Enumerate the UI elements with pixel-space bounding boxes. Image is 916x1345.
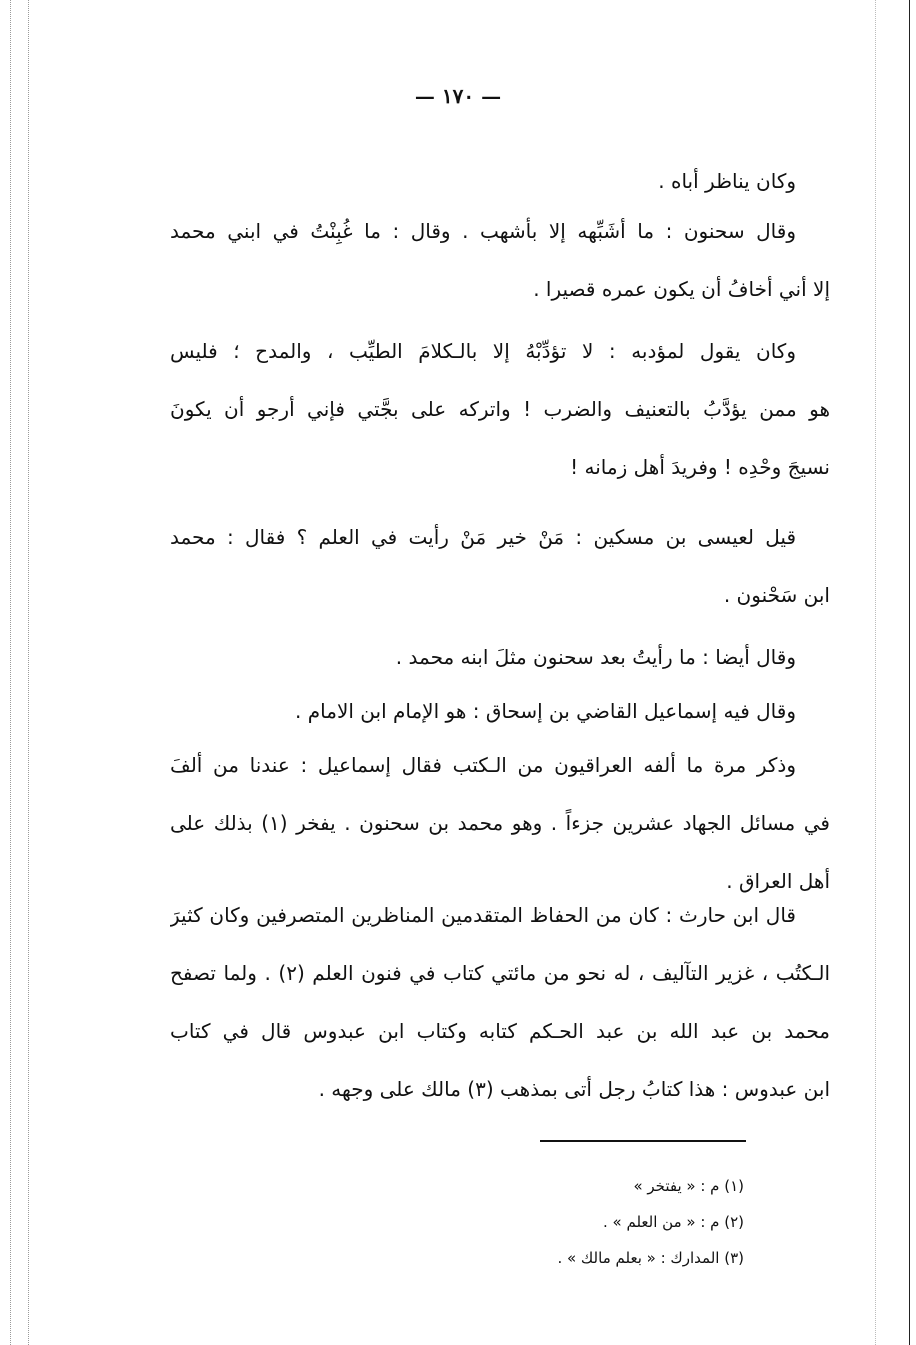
page-edge-line [909,0,910,1345]
text-line: أهل العراق . [726,869,830,893]
text-line: ابن عبدوس : هذا كتابُ رجل أتى بمذهب (٣) مالك على وجهه . [318,1077,830,1101]
text-line: نسيجَ وحْدِه ! وفريدَ أهل زمانه ! [570,455,830,479]
text-line: وذكر مرة ما ألفه العراقيون من الـكتب فقال إسماعيل : عندنا من ألفَ [170,753,796,777]
text-line: وقال سحنون : ما أشَبِّهه إلا بأشهب . وقال : ما غُبِنْتُ في ابني محمد [170,219,796,243]
footnotes [324,1168,744,1276]
text-line: في مسائل الجهاد عشرين جزءاً . وهو محمد بن سحنون . يفخر (١) بذلك على [170,811,830,835]
text-line: هو ممن يؤدَّبُ بالتعنيف والضرب ! واتركه على بجَّتي فإني أرجو أن يكونَ [170,397,830,421]
paragraph-4 [170,508,830,624]
text-line: قال ابن حارث : كان من الحفاظ المتقدمين المناظرين المتصرفين وكان كثيرَ [170,903,796,927]
text-line: ابن سَحْنون . [723,583,830,607]
text-line: إلا أني أخافُ أن يكون عمره قصيرا . [533,277,830,301]
scan-margin-dots-left [10,0,11,1345]
scan-margin-dots-right [875,0,876,1345]
paragraph-5 [170,628,830,686]
paragraph-8 [170,886,830,1118]
paragraph-3 [170,322,830,496]
footnote-divider [540,1140,746,1142]
text-line: الـكتُب ، غزير التآليف ، له نحو من مائتي كتاب في فنون العلم (٢) . ولما تصفح [170,961,830,985]
footnote-1: (١) م : « يفتخر » [633,1177,744,1195]
text-line: وقال فيه إسماعيل القاضي بن إسحاق : هو الإمام ابن الامام . [295,699,796,723]
page-number: — ١٧٠ — [414,84,502,108]
paragraph-7 [170,736,830,910]
footnote-3: (٣) المدارك : « بعلم مالك » . [557,1249,744,1267]
text-line: وكان يناظر أباه . [658,169,796,193]
text-line: وكان يقول لمؤدبه : لا تؤدِّبْهُ إلا بالـكلامَ الطيِّب ، والمدح ؛ فليس [170,339,796,363]
paragraph-2 [170,202,830,318]
text-line: وقال أيضا : ما رأيتُ بعد سحنون مثلَ ابنه محمد . [395,645,796,669]
paragraph-6 [170,682,830,740]
text-line: محمد بن عبد الله بن عبد الحـكم كتابه وكتاب ابن عبدوس قال في كتاب [170,1019,830,1043]
text-line: قيل لعيسى بن مسكين : مَنْ خير مَنْ رأيت في العلم ؟ فقال : محمد [170,525,796,549]
scan-margin-dots-inner [28,0,29,1345]
footnote-2: (٢) م : « من العلم » . [603,1213,744,1231]
